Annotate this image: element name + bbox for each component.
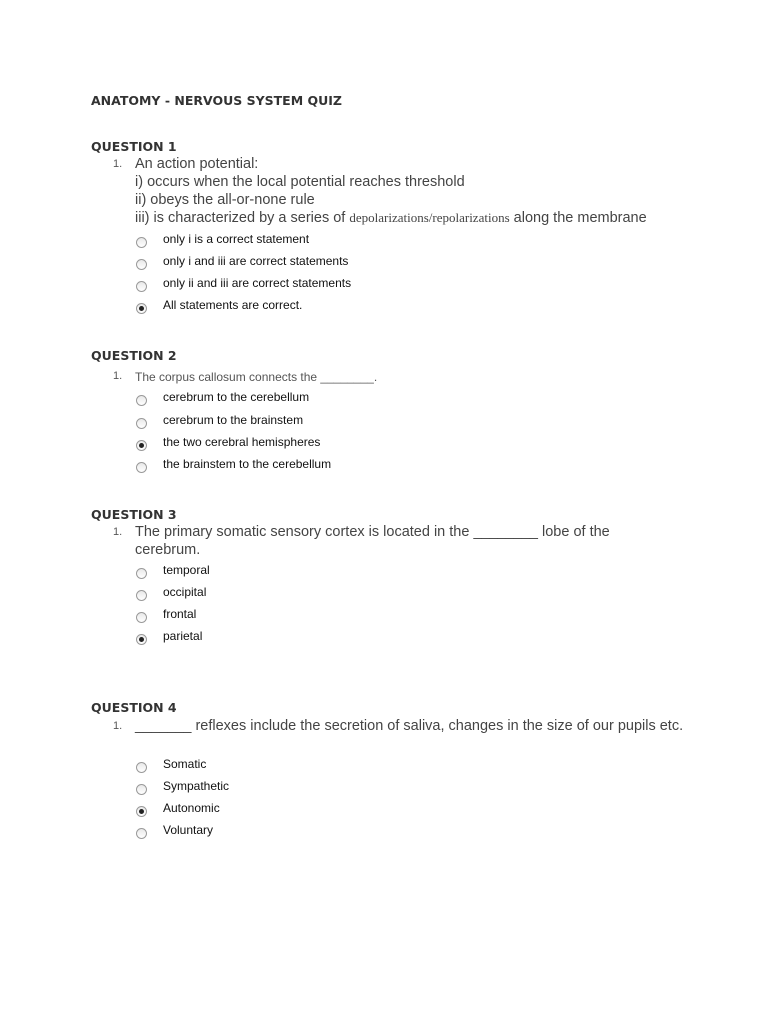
question-4-text: _______ reflexes include the secretion of saliva, changes in the size of our pupils etc. [135,718,684,734]
option-label: parietal [163,629,203,643]
question-1-heading: QUESTION 1 [91,139,177,154]
question-1-line-4-post: along the membrane [509,210,647,226]
question-4-number: 1. [113,720,123,732]
radio-button-selected[interactable] [136,806,147,817]
question-1-line-4-pre: iii) is characterized by a series of [135,210,350,226]
option-label: Somatic [163,757,207,771]
question-2-text: The corpus callosum connects the ________. [135,370,378,384]
radio-button[interactable] [136,237,147,248]
option-label: the two cerebral hemispheres [163,435,321,449]
option-label: Voluntary [163,823,214,837]
radio-button[interactable] [136,590,147,601]
option-label: Sympathetic [163,779,230,793]
radio-button[interactable] [136,612,147,623]
radio-button-selected[interactable] [136,634,147,645]
question-1-number: 1. [113,158,123,170]
question-3-text: The primary somatic sensory cortex is located in the ________ lobe of the cerebrum. [135,524,610,558]
question-1-line-2: i) occurs when the local potential reaches threshold [135,174,465,190]
radio-button[interactable] [136,418,147,429]
option-label: All statements are correct. [163,298,303,312]
radio-button[interactable] [136,395,147,406]
question-1-line-3: ii) obeys the all-or-none rule [135,192,315,208]
option-label: only i and iii are correct statements [163,254,349,268]
question-1-text [135,155,705,227]
radio-button[interactable] [136,762,147,773]
question-4-heading: QUESTION 4 [91,700,177,715]
question-3-heading: QUESTION 3 [91,507,177,522]
question-2-number: 1. [113,370,123,382]
option-label: frontal [163,607,197,621]
question-1-line-1: An action potential: [135,156,259,172]
question-3-number: 1. [113,526,123,538]
option-label: cerebrum to the brainstem [163,413,304,427]
radio-button[interactable] [136,281,147,292]
quiz-title: ANATOMY - NERVOUS SYSTEM QUIZ [91,93,342,108]
option-label: only ii and iii are correct statements [163,276,352,290]
radio-button-selected[interactable] [136,440,147,451]
radio-button-selected[interactable] [136,303,147,314]
radio-button[interactable] [136,259,147,270]
question-1-line-4-serif: depolarizations/repolarizations [349,210,510,225]
radio-button[interactable] [136,784,147,795]
option-label: cerebrum to the cerebellum [163,390,310,404]
question-1-line-4 [135,209,705,227]
option-label: the brainstem to the cerebellum [163,457,332,471]
radio-button[interactable] [136,462,147,473]
option-label: temporal [163,563,210,577]
option-label: only i is a correct statement [163,232,310,246]
option-label: occipital [163,585,207,599]
question-2-heading: QUESTION 2 [91,348,177,363]
radio-button[interactable] [136,828,147,839]
option-label: Autonomic [163,801,220,815]
radio-button[interactable] [136,568,147,579]
